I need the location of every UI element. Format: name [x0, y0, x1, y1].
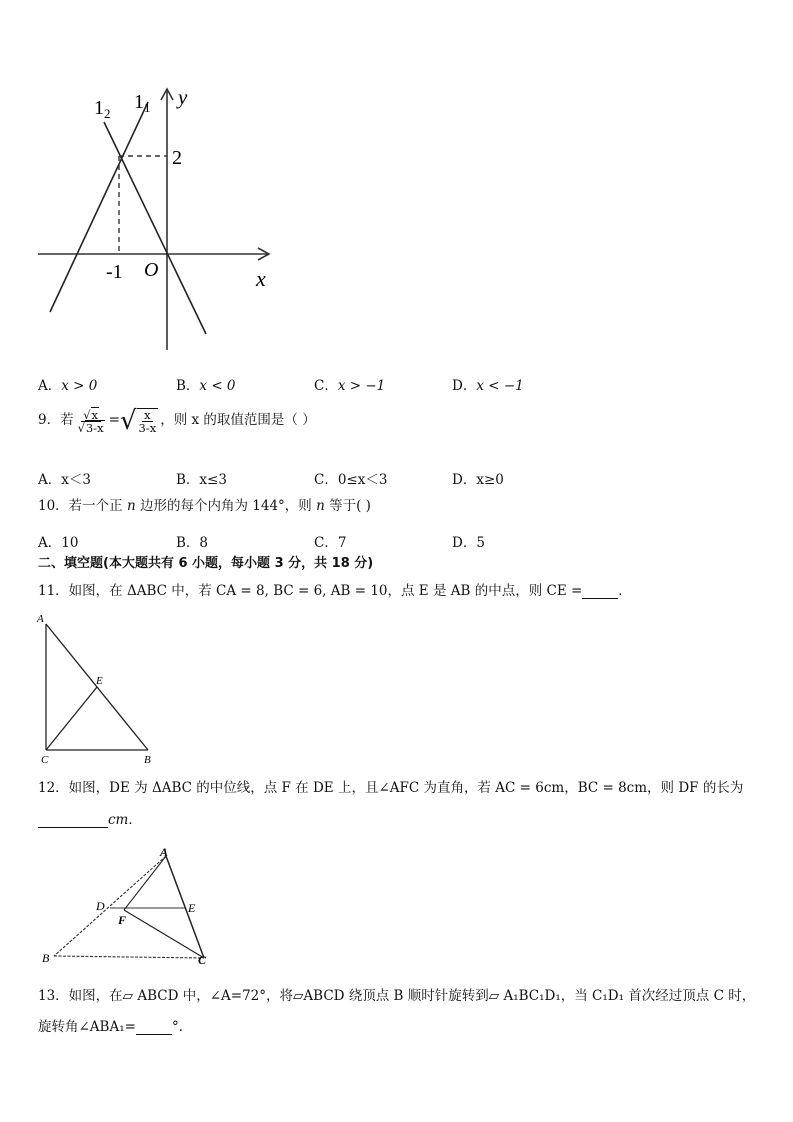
- q9-option-c[interactable]: C．0≤x＜3: [314, 472, 388, 488]
- q11-answer-blank[interactable]: [582, 584, 618, 599]
- segment-fc: [124, 910, 204, 958]
- line-l2: [50, 102, 148, 312]
- median-ce: [46, 687, 97, 750]
- q8-option-d[interactable]: D．x < −1: [452, 378, 524, 394]
- vertex-a-label: A: [37, 613, 44, 625]
- q13-stem-line1: 13．如图，在▱ ABCD 中，∠A=72°，将▱ABCD 绕顶点 B 顺时针旋转到▱ A₁BC₁D₁，当 C₁D₁ 首次经过顶点 C 时，: [38, 988, 756, 1004]
- q8-option-a[interactable]: A．x > 0: [38, 378, 98, 394]
- vertex-b-label: B: [42, 951, 50, 965]
- vertex-a-label: A: [160, 846, 169, 859]
- x-axis-label: x: [256, 266, 266, 291]
- q13-answer-blank[interactable]: [136, 1020, 172, 1035]
- q10-option-c[interactable]: C．7: [314, 535, 347, 551]
- q13-stem-line2: 旋转角∠ABA₁= °．: [38, 1019, 193, 1035]
- q8-option-b[interactable]: B．x < 0: [176, 378, 236, 394]
- q9-option-d[interactable]: D．x≥0: [452, 472, 504, 488]
- q12-answer-blank[interactable]: [38, 813, 108, 828]
- q9-option-b[interactable]: B．x≤3: [176, 472, 227, 488]
- q9-prefix: 9．若: [38, 412, 74, 429]
- vertex-c-label: C: [198, 953, 207, 967]
- segment-af: [124, 856, 166, 910]
- point-e-label: E: [188, 901, 196, 915]
- q11-stem: 11．如图，在 ΔABC 中，若 CA = 8, BC = 6, AB = 10，点 E 是 AB 的中点，则 CE = ．: [38, 583, 632, 599]
- l1-label: $1_1$: [134, 91, 151, 115]
- point-f-label: F: [118, 913, 127, 927]
- q10-option-b[interactable]: B．8: [176, 535, 209, 551]
- section-heading-fill-in: 二、填空题(本大题共有 6 小题，每小题 3 分，共 18 分): [38, 556, 374, 571]
- q10-option-d[interactable]: D．5: [452, 535, 485, 551]
- q9-sqrt-fraction: √ $\frac{x}{3-x}$: [119, 406, 157, 437]
- q9-suffix: ，则 x 的取值范围是（ ）: [160, 412, 316, 429]
- q8-graph-figure: [30, 82, 290, 362]
- y-tick-2: 2: [172, 147, 182, 169]
- q12-stem-line1: 12．如图，DE 为 ΔABC 的中位线，点 F 在 DE 上，且∠AFC 为直角，若 AC = 6cm，BC = 8cm，则 DF 的长为: [38, 780, 744, 796]
- point-d-label: D: [96, 899, 105, 913]
- q12-stem-line2: cm．: [38, 813, 142, 828]
- q9-fraction-left: $\frac{√x}{√3-x}$: [77, 407, 104, 435]
- q11-triangle-figure: [34, 608, 164, 768]
- vertex-c-label: C: [41, 754, 49, 766]
- q8-option-c[interactable]: C．x > −1: [314, 378, 386, 394]
- side-ac: [166, 856, 204, 958]
- q10-option-a[interactable]: A．10: [38, 535, 79, 551]
- vertex-b-label: B: [144, 754, 151, 766]
- q12-triangle-figure: [38, 846, 238, 976]
- q9-option-a[interactable]: A．x＜3: [38, 472, 91, 488]
- side-bc: [54, 956, 204, 958]
- q10-stem: 10．若一个正 n 边形的每个内角为 144°，则 n 等于( ): [38, 498, 371, 514]
- l2-label: $1_2$: [94, 97, 111, 121]
- origin-label: O: [144, 259, 159, 281]
- q9-stem: 9．若 $\frac{√x}{√3-x}$ = √ $\frac{x}{3-x}$ ，则 x 的取值范围是（ ）: [38, 406, 316, 437]
- side-ab: [54, 856, 166, 956]
- x-tick-minus1: -1: [106, 261, 123, 283]
- y-axis-label: y: [178, 85, 188, 109]
- point-e-label: E: [96, 675, 103, 687]
